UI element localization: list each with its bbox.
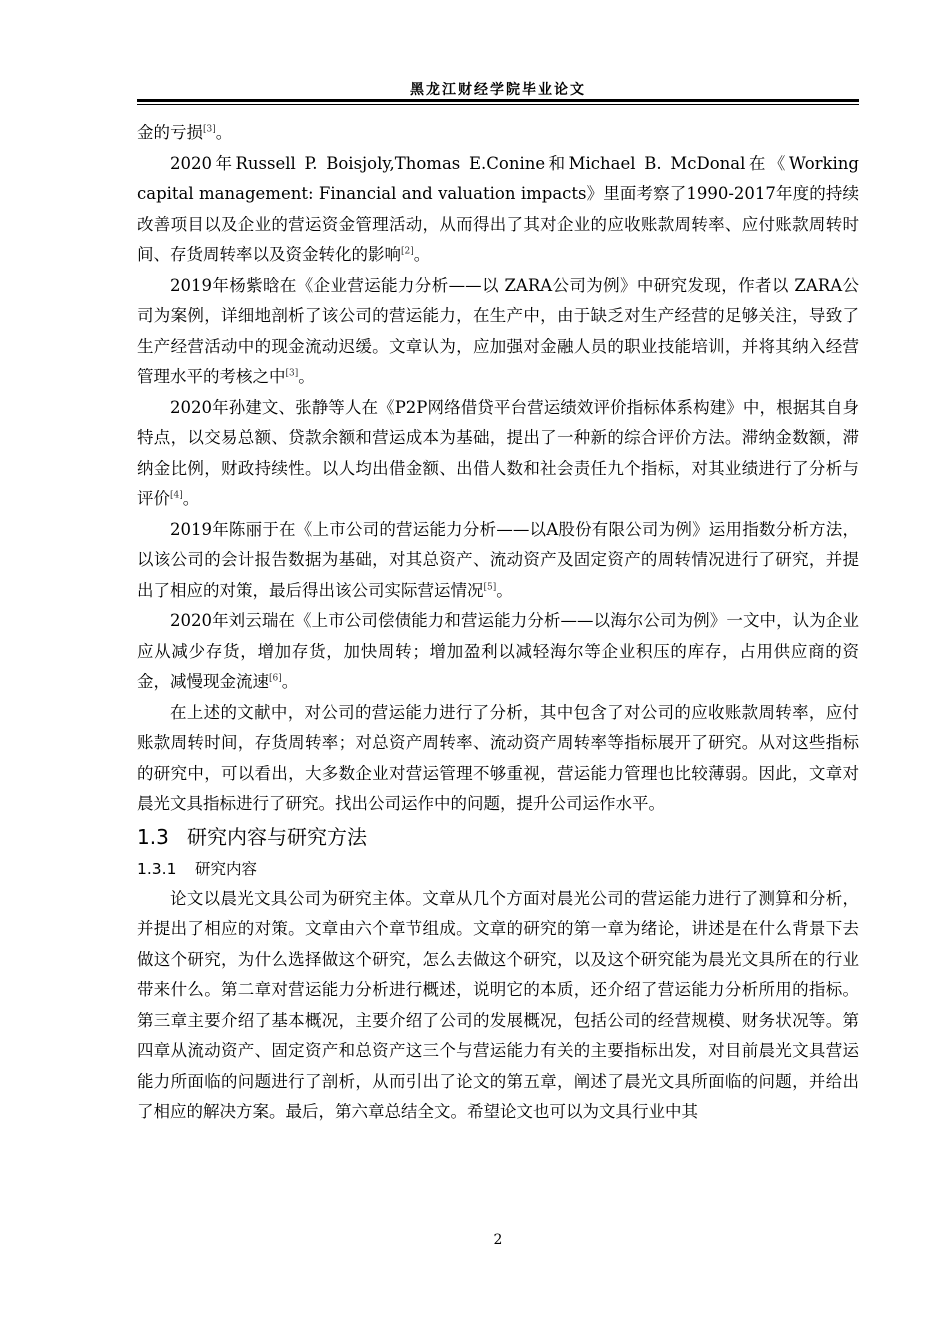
body-text [137,118,859,1128]
subsection-title: 研究内容 [195,859,258,878]
paragraph-chen: 2019年陈丽于在《上市公司的营运能力分析——以A股份有限公司为例》运用指数分析方法，以该公司的会计报告数据为基础，对其总资产、流动资产及固定资产的周转情况进行了研究，并提出了相应的对策，最后得出该公司实际营运情况[5]。 [137,519,859,600]
citation-ref: [5] [483,582,497,592]
paragraph-boisjoly: 2020年Russell P. Boisjoly,Thomas E.Conine和Michael B. McDonal在《Working capital management: Financial and valuation impacts》里面考察了1990-2017年度的持续改善项目以及企业的营运资金管理活动，从而得出了其对企业的应收账款周转率、应付账款周转时间、存货周转率以及资金转化的影响[2]。 [137,153,859,264]
subsection-heading [137,854,859,884]
paragraph-summary: 在上述的文献中，对公司的营运能力进行了分析，其中包含了对公司的应收账款周转率，应付账款周转时间，存货周转率；对总资产周转率、流动资产周转率等指标展开了研究。从对这些指标的研究中，可以看出，大多数企业对营运管理不够重视，营运能力管理也比较薄弱。因此，文章对晨光文具指标进行了研究。找出公司运作中的问题，提升公司运作水平。 [137,702,859,813]
citation-ref: [3] [285,368,299,379]
paragraph-research-content: 论文以晨光文具公司为研究主体。文章从几个方面对晨光公司的营运能力进行了测算和分析，并提出了相应的对策。文章由六个章节组成。文章的研究的第一章为绪论，讲述是在什么背景下去做这个研究，为什么选择做这个研究，怎么去做这个研究，以及这个研究能为晨光文具所在的行业带来什么。第二章对营运能力分析进行概述，说明它的本质，还介绍了营运能力分析所用的指标。第三章主要介绍了基本概况，主要介绍了公司的发展概况，包括公司的经营规模、财务状况等。第四章从流动资产、固定资产和总资产这三个与营运能力有关的主要指标出发，对目前晨光文具营运能力所面临的问题进行了剖析，从而引出了论文的第五章，阐述了晨光文具所面临的问题，并给出了相应的解决方案。最后，第六章总结全文。希望论文也可以为文具行业中其 [137,888,859,1121]
page-number: 2 [493,1232,503,1248]
citation-ref: [2] [401,246,414,257]
header-rule-thick [137,99,859,102]
citation-ref: [6] [269,673,282,684]
section-title: 研究内容与研究方法 [187,824,367,849]
paragraph-liu: 2020年刘云瑞在《上市公司偿债能力和营运能力分析——以海尔公司为例》一文中，认为企业应从减少存货，增加存货，加快周转；增加盈利以减轻海尔等企业积压的库存，占用供应商的资金，减慢现金流速[6]。 [137,611,859,691]
paragraph-sun: 2020年孙建文、张静等人在《P2P网络借贷平台营运绩效评价指标体系构建》中，根据其自身特点，以交易总额、贷款余额和营运成本为基础，提出了一种新的综合评价方法。滞纳金数额，滞纳金比例，财政持续性。以人均出借金额、出借人数和社会责任九个指标，对其业绩进行了分析与评价[4]。 [137,397,859,508]
paragraph-yang: 2019年杨紫晗在《企业营运能力分析——以 ZARA公司为例》中研究发现，作者以 ZARA公司为案例，详细地剖析了该公司的营运能力，在生产中，由于缺乏对生产经营的足够关注，导致了生产经营活动中的现金流动迟缓。文章认为，应加强对金融人员的职业技能培训，并将其纳入经营管理水平的考核之中[3]。 [137,275,859,386]
subsection-number: 1.3.1 [137,859,177,878]
running-header: 黑龙江财经学院毕业论文 [410,82,586,98]
section-heading [137,820,859,854]
header-rule-thin [137,104,859,105]
section-number: 1.3 [137,824,169,849]
citation-ref: [3] [203,124,216,135]
paragraph-continued: 金的亏损[3]。 [137,123,233,142]
citation-ref: [4] [170,490,183,501]
